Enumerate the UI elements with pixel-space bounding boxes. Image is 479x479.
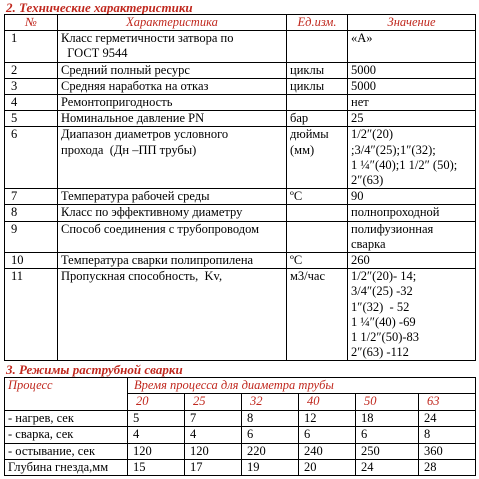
process-label: - остывание, сек xyxy=(5,443,128,459)
time-value: 7 xyxy=(185,410,242,426)
time-value: 360 xyxy=(419,443,476,459)
welding-table xyxy=(4,377,476,476)
spec-row xyxy=(5,78,476,94)
unit-cell xyxy=(287,127,348,189)
row-number: 8 xyxy=(5,205,58,221)
row-number: 7 xyxy=(5,189,58,205)
process-header: Процесс xyxy=(5,378,128,411)
spec-row xyxy=(5,31,476,62)
value-line: 5000 xyxy=(351,78,376,93)
unit-cell xyxy=(287,78,348,94)
value-cell xyxy=(348,62,476,78)
value-cell xyxy=(348,111,476,127)
value-line: полнопроходной xyxy=(351,205,440,220)
diameter-header: 63 xyxy=(419,394,476,410)
time-value: 12 xyxy=(299,410,356,426)
characteristic-cell xyxy=(58,127,287,189)
row-number: 6 xyxy=(5,127,58,189)
welding-row xyxy=(5,410,476,426)
specs-body xyxy=(5,31,476,361)
unit-line: (мм) xyxy=(290,142,315,157)
unit-line xyxy=(290,222,344,237)
time-value: 18 xyxy=(356,410,419,426)
time-value: 240 xyxy=(299,443,356,459)
value-cell xyxy=(348,205,476,221)
spec-row xyxy=(5,269,476,361)
unit-cell xyxy=(287,269,348,361)
value-line: 90 xyxy=(351,189,364,204)
row-number: 1 xyxy=(5,31,58,62)
value-cell xyxy=(348,189,476,205)
characteristic-cell xyxy=(58,253,287,269)
value-cell xyxy=(348,31,476,62)
header-characteristic: Характеристика xyxy=(58,15,287,31)
welding-row xyxy=(5,427,476,443)
welding-header-row xyxy=(5,378,476,394)
unit-cell xyxy=(287,95,348,111)
value-cell xyxy=(348,95,476,111)
welding-body xyxy=(5,410,476,476)
unit-line: бар xyxy=(290,111,309,126)
value-line: 5000 xyxy=(351,62,376,77)
value-cell xyxy=(348,78,476,94)
value-line: 1 ¼″(40) -69 xyxy=(351,314,416,329)
unit-cell xyxy=(287,253,348,269)
diameter-header: 40 xyxy=(299,394,356,410)
value-cell xyxy=(348,127,476,189)
time-value: 24 xyxy=(356,460,419,476)
time-value: 120 xyxy=(128,443,185,459)
process-label: - сварка, сек xyxy=(5,427,128,443)
time-value: 4 xyxy=(128,427,185,443)
spec-row xyxy=(5,205,476,221)
unit-cell xyxy=(287,31,348,62)
process-label: - нагрев, сек xyxy=(5,410,128,426)
characteristic-line: прохода (Дн –ПП трубы) xyxy=(61,142,197,157)
value-line: 2″(63) -112 xyxy=(351,345,409,360)
unit-line: ºС xyxy=(290,253,303,268)
value-line: сварка xyxy=(351,236,386,251)
value-line: 1 ¼″(40);1 1/2″ (50); xyxy=(351,157,458,172)
characteristic-line: Номинальное давление PN xyxy=(61,111,205,126)
time-value: 6 xyxy=(356,427,419,443)
time-value: 19 xyxy=(242,460,299,476)
row-number: 4 xyxy=(5,95,58,111)
value-line: ;3/4″(25);1″(32); xyxy=(351,142,436,157)
characteristic-cell xyxy=(58,205,287,221)
time-value: 120 xyxy=(185,443,242,459)
unit-line: дюймы xyxy=(290,127,329,142)
specs-table xyxy=(4,14,476,361)
characteristic-line: Средний полный ресурс xyxy=(61,62,190,77)
characteristic-line: Класс герметичности затвора по xyxy=(61,31,234,46)
unit-line: ºС xyxy=(290,189,303,204)
time-value: 15 xyxy=(128,460,185,476)
characteristic-cell xyxy=(58,95,287,111)
characteristic-cell xyxy=(58,189,287,205)
value-line: полифузионная xyxy=(351,221,434,236)
value-line: «А» xyxy=(351,31,373,46)
characteristic-cell xyxy=(58,62,287,78)
diameter-header: 25 xyxy=(185,394,242,410)
unit-line: циклы xyxy=(290,78,325,93)
time-value: 6 xyxy=(299,427,356,443)
time-value: 220 xyxy=(242,443,299,459)
unit-line xyxy=(290,205,344,220)
spec-row xyxy=(5,62,476,78)
unit-line xyxy=(290,95,344,110)
characteristic-line: Температура сварки полипропилена xyxy=(61,253,254,268)
spec-row xyxy=(5,189,476,205)
row-number: 5 xyxy=(5,111,58,127)
value-line: 3/4″(25) -32 xyxy=(351,284,413,299)
characteristic-line: ГОСТ 9544 xyxy=(61,46,128,61)
value-line: 1/2″(20) xyxy=(351,127,394,142)
value-cell xyxy=(348,253,476,269)
time-value: 28 xyxy=(419,460,476,476)
time-value: 17 xyxy=(185,460,242,476)
value-cell xyxy=(348,221,476,252)
spec-row xyxy=(5,111,476,127)
time-value: 8 xyxy=(242,410,299,426)
row-number: 9 xyxy=(5,221,58,252)
unit-line xyxy=(290,31,344,46)
row-number: 11 xyxy=(5,269,58,361)
diameter-header: 20 xyxy=(128,394,185,410)
characteristic-cell xyxy=(58,111,287,127)
process-label: Глубина гнезда,мм xyxy=(5,460,128,476)
value-line: 1″(32) - 52 xyxy=(351,299,410,314)
welding-row xyxy=(5,460,476,476)
characteristic-cell xyxy=(58,78,287,94)
row-number: 2 xyxy=(5,62,58,78)
time-value: 6 xyxy=(242,427,299,443)
characteristic-line: Средняя наработка на отказ xyxy=(61,78,209,93)
section-3-title: 3. Режимы раструбной сварки xyxy=(6,362,183,377)
value-line: 1 1/2″(50)-83 xyxy=(351,330,420,345)
spec-row xyxy=(5,95,476,111)
welding-row xyxy=(5,443,476,459)
unit-cell xyxy=(287,111,348,127)
time-value: 24 xyxy=(419,410,476,426)
time-value: 5 xyxy=(128,410,185,426)
time-value: 250 xyxy=(356,443,419,459)
characteristic-line: Диапазон диаметров условного xyxy=(61,127,229,142)
unit-cell xyxy=(287,205,348,221)
value-line: 2″(63) xyxy=(351,173,384,188)
spec-row xyxy=(5,127,476,189)
unit-cell xyxy=(287,189,348,205)
time-value: 4 xyxy=(185,427,242,443)
header-value: Значение xyxy=(348,15,476,31)
time-header: Время процесса для диаметра трубы xyxy=(128,378,476,394)
characteristic-line: Класс по эффективному диаметру xyxy=(61,205,243,220)
characteristic-line: Ремонтопригодность xyxy=(61,95,173,110)
value-line: 25 xyxy=(351,111,364,126)
diameter-header: 50 xyxy=(356,394,419,410)
header-unit: Ед.изм. xyxy=(287,15,348,31)
characteristic-line: Температура рабочей среды xyxy=(61,189,210,204)
unit-cell xyxy=(287,221,348,252)
time-value: 20 xyxy=(299,460,356,476)
value-cell xyxy=(348,269,476,361)
time-value: 8 xyxy=(419,427,476,443)
specs-header-row xyxy=(5,15,476,31)
row-number: 10 xyxy=(5,253,58,269)
unit-cell xyxy=(287,62,348,78)
spec-row xyxy=(5,253,476,269)
diameter-header: 32 xyxy=(242,394,299,410)
header-number: № xyxy=(5,15,58,31)
value-line: 260 xyxy=(351,253,370,268)
characteristic-line: Способ соединения с трубопроводом xyxy=(61,221,259,236)
characteristic-cell xyxy=(58,31,287,62)
characteristic-line: Пропускная способность, Kv, xyxy=(61,269,223,284)
section-2-title: 2. Технические характеристики xyxy=(6,0,193,15)
row-number: 3 xyxy=(5,78,58,94)
value-line: нет xyxy=(351,95,369,110)
spec-row xyxy=(5,221,476,252)
unit-line: м3/час xyxy=(290,269,326,284)
characteristic-cell xyxy=(58,269,287,361)
value-line: 1/2″(20)- 14; xyxy=(351,269,417,284)
characteristic-cell xyxy=(58,221,287,252)
unit-line: циклы xyxy=(290,62,325,77)
